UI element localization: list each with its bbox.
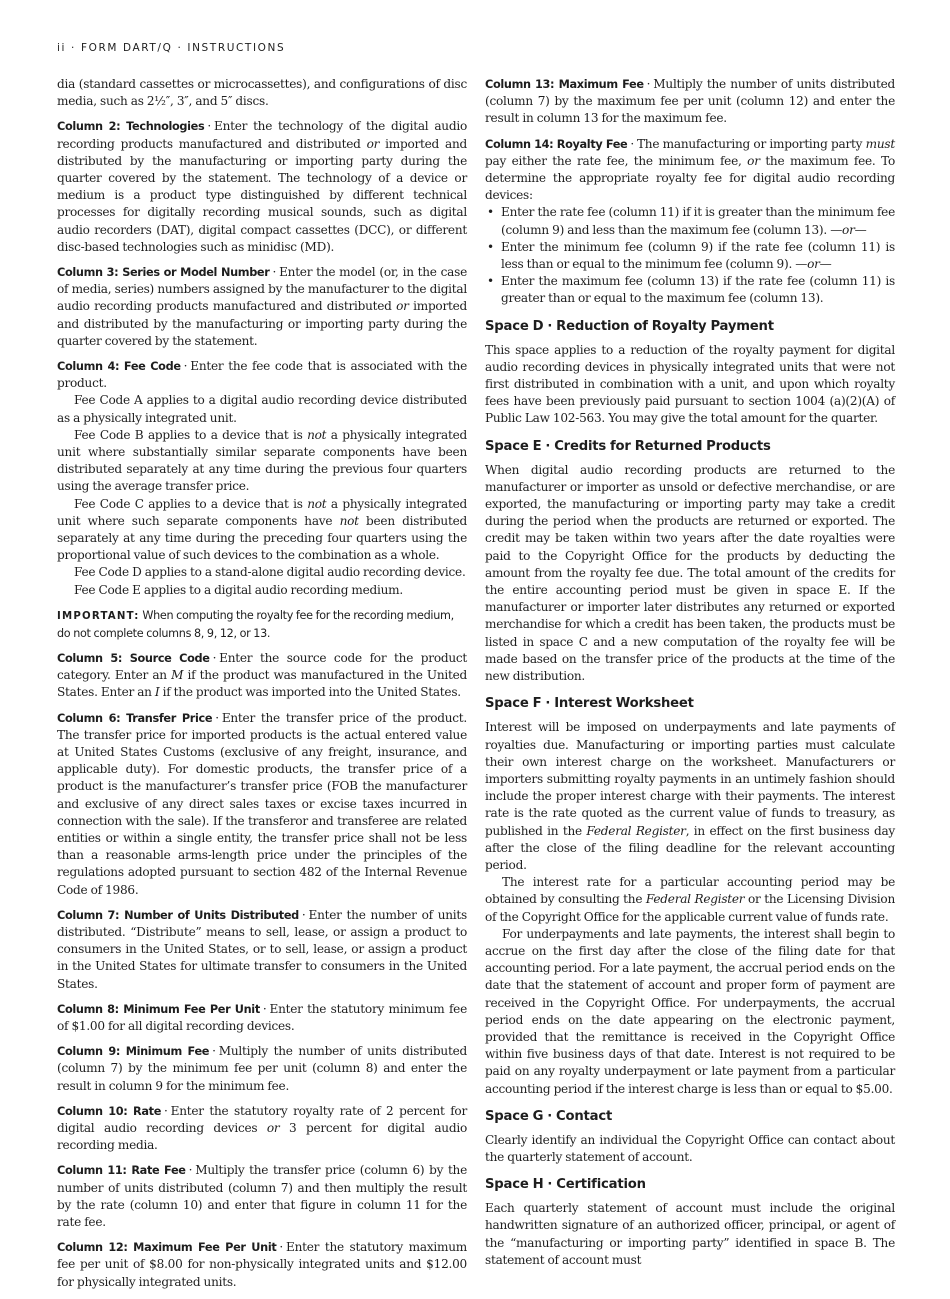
column-3-heading: Column 3: Series or Model Number (57, 266, 270, 280)
column-7-entry: Column 7: Number of Units Distributed · Enter the number of units distributed. “Distribute” means to sell, lease, or assign a product to consumers in the United States, or to sell, lease, or assign a product in the United States for ultimate transfer to consumers in the United States. (57, 907, 467, 991)
important-note: IMPORTANT: When computing the royalty fee for the recording medium, do not complete columns 8, 9, 12, or 13. (57, 608, 454, 640)
space-h-text: Each quarterly statement of account must include the original handwritten signature of an authorized officer, principal, or agent of the “manufacturing or importing party” identified in space B. The statement of account must (485, 1201, 895, 1267)
space-e-heading: Space E · Credits for Returned Products (485, 438, 771, 454)
column-7-heading: Column 7: Number of Units Distributed (57, 908, 299, 922)
page-number: ii (57, 42, 67, 54)
space-d-heading: Space D · Reduction of Royalty Payment (485, 318, 774, 334)
column-13-heading: Column 13: Maximum Fee (485, 78, 644, 91)
list-item: • Enter the rate fee (column 11) if it is greater than the minimum fee (column 9) and less than the maximum fee (column 13). —or— (487, 205, 895, 237)
column-8-entry: Column 8: Minimum Fee Per Unit · Enter the statutory minimum fee of $1.00 for all digital recording devices. (57, 1001, 467, 1033)
column-4-heading: Column 4: Fee Code (57, 360, 181, 374)
column-10-entry: Column 10: Rate · Enter the statutory royalty rate of 2 percent for digital audio recording devices or 3 percent for digital audio recording media. (57, 1103, 467, 1153)
column-2-heading: Column 2: Technologies (57, 120, 205, 134)
fee-code-e: Fee Code E applies to a digital audio recording medium. (74, 582, 403, 597)
column-14-entry: Column 14: Royalty Fee · The manufacturing or importing party must pay either the rate fee, the minimum fee, or the maximum fee. To determine the appropriate royalty fee for digital audio recording devices: (485, 136, 896, 203)
column-5-entry: Column 5: Source Code · Enter the source code for the product category. Enter an M if the product was manufactured in the United States. Enter an I if the product was imported into the United States. (57, 650, 468, 700)
running-header: ii · FORM DART/Q · INSTRUCTIONS (57, 42, 286, 54)
intro-paragraph: dia (standard cassettes or microcassettes), and configurations of disc media, such as 2½″, 3″, and 5″ discs. (57, 77, 467, 109)
space-g-heading: Space G · Contact (485, 1108, 613, 1124)
column-13-entry: Column 13: Maximum Fee · Multiply the number of units distributed (column 7) by the maximum fee per unit (column 12) and enter the result in column 13 for the maximum fee. (485, 77, 895, 126)
column-5-heading: Column 5: Source Code (57, 651, 210, 665)
list-item: • Enter the maximum fee (column 13) if the rate fee (column 11) is greater than or equal to the maximum fee (column 13). (487, 274, 895, 306)
fee-code-a: Fee Code A applies to a digital audio recording device distributed as a physically integrated unit. (57, 393, 467, 425)
column-11-heading: Column 11: Rate Fee (57, 1164, 186, 1178)
column-2-entry: Column 2: Technologies · Enter the technology of the digital audio recording products manufactured and distributed or imported and distributed by the manufacturing or importing party during the quarter covered by the statement. The technology of a device or medium is a product type distinguished by different technical processes for digitally recording musical sounds, such as digital audio recorders (DAT), digital compact cassettes (DCC), or different disc-based technologies such as minidisc (MD). (57, 119, 467, 254)
space-f-heading: Space F · Interest Worksheet (485, 696, 694, 712)
section-name: INSTRUCTIONS (187, 42, 286, 54)
column-11-entry: Column 11: Rate Fee · Multiply the transfer price (column 6) by the number of units distributed (column 7) and then multiply the result by the rate (column 10) and enter that figure in column 11 for the rate fee. (57, 1163, 467, 1229)
column-14-heading: Column 14: Royalty Fee (485, 137, 628, 151)
column-12-heading: Column 12: Maximum Fee Per Unit (57, 1241, 277, 1255)
space-h-heading: Space H · Certification (485, 1177, 646, 1193)
column-4-entry: Column 4: Fee Code · Enter the fee code that is associated with the product. (57, 359, 468, 391)
space-e-text: When digital audio recording products are returned to the manufacturer or importer as unsold or defective merchandise, or are exported, the manufacturing or importing party may take a credit during the period when the products are returned or exported. The credit may be taken within two years after the date royalties were paid to the Copyright Office for the products by deducting the amount from the royalty fee due. The total amount of the credits for the entire accounting period must be given in space E. If the manufacturer or importer later distributes any returned or exported merchandise for which a credit has been taken, the products must be listed in space C and a new computation of the royalty fee will be made based on the transfer price of the products at the time of the new distribution. (485, 462, 895, 684)
form-name: FORM DART/Q (81, 42, 173, 54)
column-8-heading: Column 8: Minimum Fee Per Unit (57, 1002, 260, 1016)
fee-code-c: Fee Code C applies to a device that is not a physically integrated unit where such separate components have not been distributed separately at any time during the preceding four quarters using the proportional value of such devices to the combination as a whole. (57, 496, 467, 563)
column-6-entry: Column 6: Transfer Price · Enter the transfer price of the product. The transfer price for imported products is the actual entered value at United States Customs (exclusive of any freight, insurance, and applicable duty). For domestic products, the transfer price of a product is the manufacturer’s transfer price (FOB the manufacturer and exclusive of any direct sales taxes or excise taxes incurred in connection with the sale). If the transferor and transferee are related entities or within a single entity, the transfer price shall not be less than a reasonable arms-length price under the principles of the regulations adopted pursuant to section 482 of the Internal Revenue Code of 1986. (57, 710, 468, 897)
space-g-text: Clearly identify an individual the Copyright Office can contact about the quarterly statement of account. (485, 1132, 895, 1164)
royalty-fee-rules (485, 204, 895, 307)
column-6-heading: Column 6: Transfer Price (57, 711, 213, 725)
column-12-entry: Column 12: Maximum Fee Per Unit · Enter the statutory maximum fee per unit of $8.00 for non-physically integrated units and $12.00 for physically integrated units. (57, 1240, 467, 1289)
space-f-paragraph-3: For underpayments and late payments, the interest shall begin to accrue on the first day after the close of the filing date for that accounting period. For a late payment, the accrual period ends on the date that the statement of account and proper form of payment are received in the Copyright Office. For underpayments, the accrual period ends on the date appearing on the electronic payment, provided that the remittance is received in the Copyright Office within five business days of that date. Interest is not required to be paid on any royalty underpayment or late payment from a particular accounting period if the interest charge is less than or equal to $5.00. (485, 926, 895, 1096)
column-9-heading: Column 9: Minimum Fee (57, 1045, 210, 1059)
column-9-entry: Column 9: Minimum Fee · Multiply the number of units distributed (column 7) by the minimum fee per unit (column 8) and enter the result in column 9 for the minimum fee. (57, 1044, 467, 1093)
column-3-entry: Column 3: Series or Model Number · Enter the model (or, in the case of media, series) numbers assigned by the manufacturer to the digital audio recording products manufactured and distributed or imported and distributed by the manufacturing or importing party during the quarter covered by the statement. (57, 265, 468, 348)
space-f-paragraph-2: The interest rate for a particular accounting period may be obtained by consulting the Federal Register or the Licensing Division of the Copyright Office for the applicable current value of funds rate. (485, 875, 895, 924)
fee-code-d: Fee Code D applies to a stand-alone digital audio recording device. (74, 565, 466, 580)
list-item: • Enter the minimum fee (column 9) if the rate fee (column 11) is less than or equal to the minimum fee (column 9). —or— (487, 239, 895, 272)
right-column (485, 76, 895, 1277)
space-d-text: This space applies to a reduction of the royalty payment for digital audio recording devices in physically integrated units that were not first distributed in combination with a unit, and upon which royalty fees have been previously paid pursuant to section 1004 (a)(2)(A) of Public Law 102-563. You may give the total amount for the quarter. (485, 342, 895, 426)
space-f-paragraph-1: Interest will be imposed on underpayments and late payments of royalties due. Manufacturing or importing parties must calculate their own interest charge on the worksheet. Manufacturers or importers submitting royalty payments in an untimely fashion should include the proper interest charge with their payments. The interest rate is the rate quoted as the current value of funds to treasury, as published in the Federal Register, in effect on the first business day after the close of the filing deadline for the relevant accounting period. (485, 720, 896, 872)
left-column (57, 76, 467, 1299)
column-10-heading: Column 10: Rate (57, 1104, 162, 1118)
fee-code-b: Fee Code B applies to a device that is not a physically integrated unit where substantially similar separate components have been distributed separately at any time during the previous four quarters using the average transfer price. (57, 427, 467, 494)
